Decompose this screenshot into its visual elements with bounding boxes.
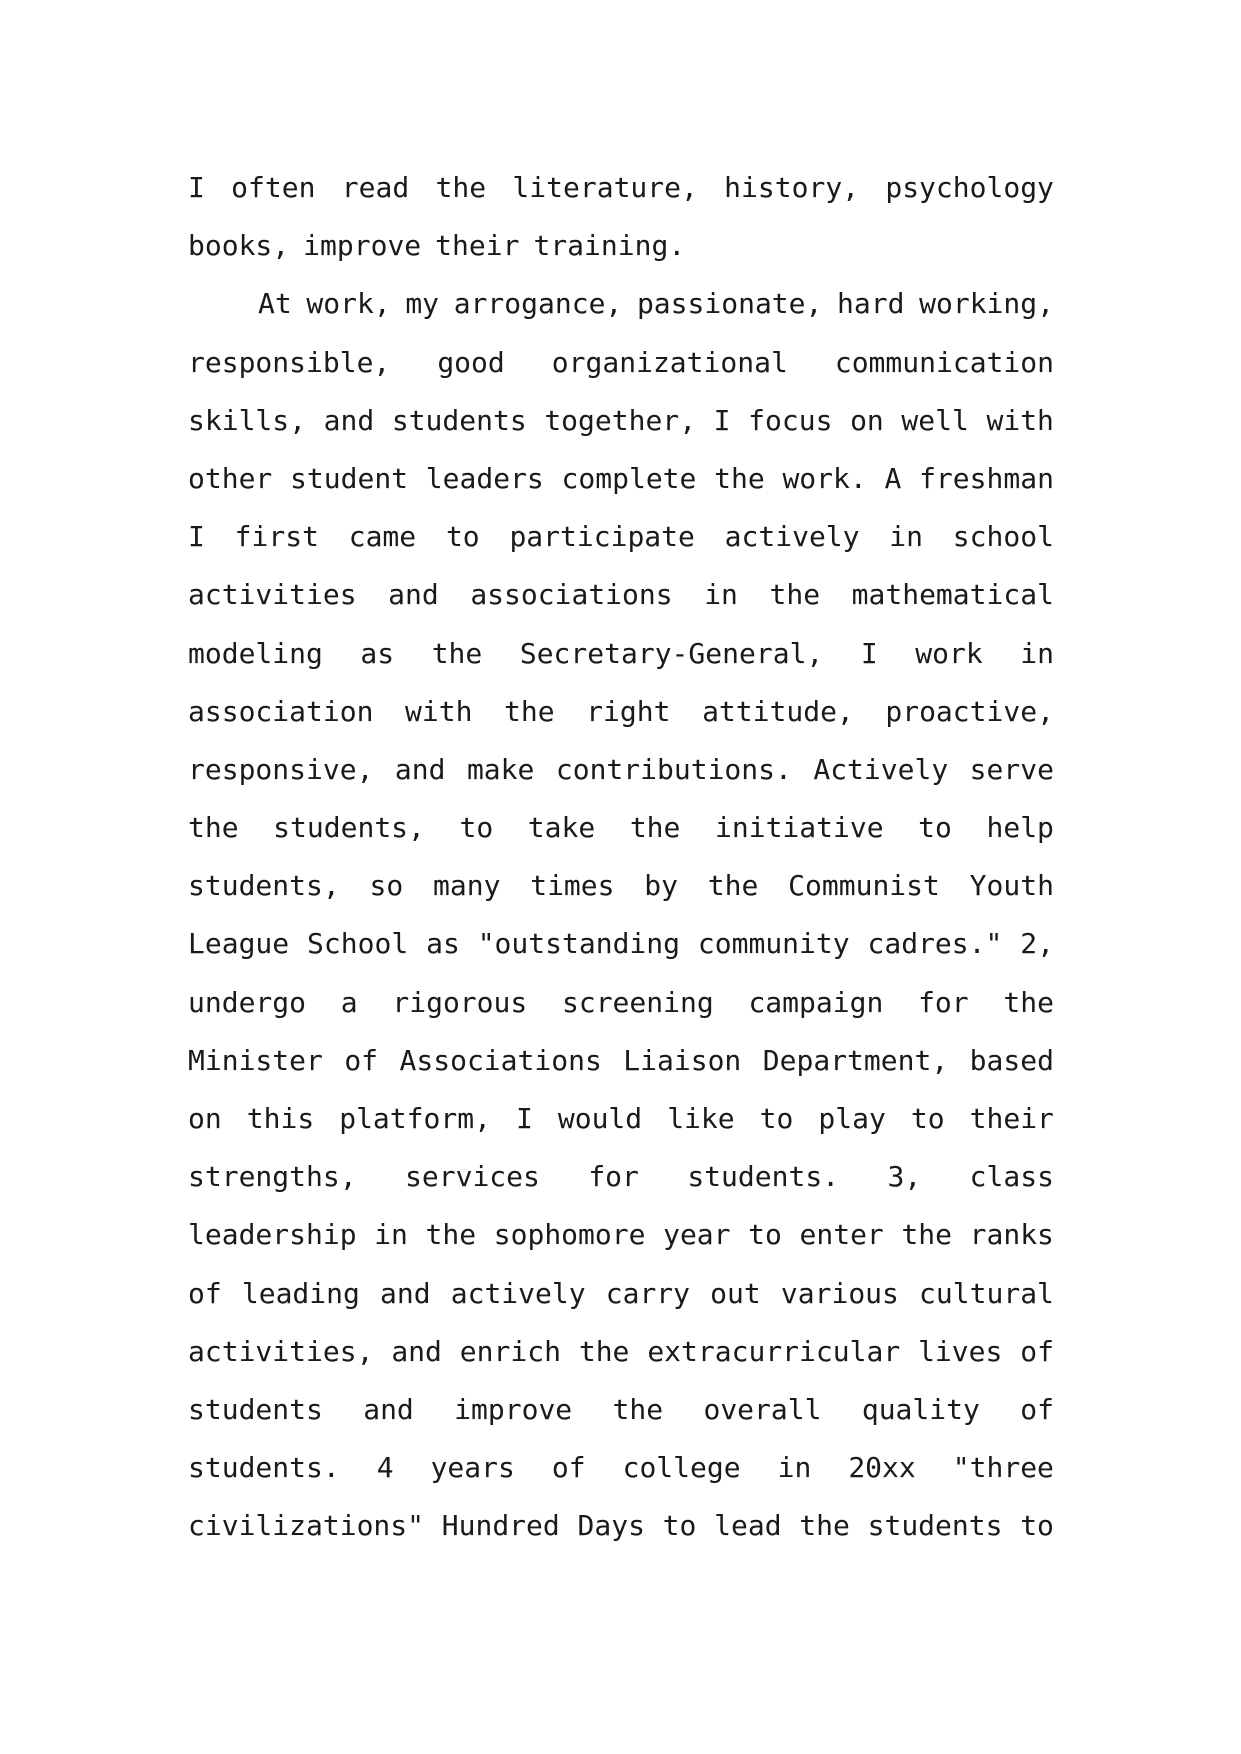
word: cadres." [867, 927, 1003, 961]
text-line [188, 1090, 1054, 1148]
word: the [901, 1218, 952, 1252]
text-line [188, 566, 1054, 624]
word: initiative [715, 811, 884, 845]
word: focus [748, 403, 833, 437]
word: with [986, 403, 1054, 437]
word: Actively [813, 752, 949, 786]
word: rigorous [392, 985, 528, 1019]
word: and [380, 1276, 431, 1310]
word: of [1020, 1392, 1054, 1426]
word: the [188, 811, 239, 845]
text-line [188, 159, 1054, 217]
word: modeling [188, 636, 323, 670]
text-line [188, 1265, 1054, 1323]
word: of [551, 1451, 586, 1485]
word: actively [450, 1276, 586, 1310]
word: in [374, 1218, 408, 1252]
word: enter [799, 1218, 884, 1252]
word: quality [861, 1392, 980, 1426]
word: Minister [188, 1043, 323, 1077]
text-line [188, 508, 1054, 566]
word: Associations [399, 1043, 602, 1077]
word: screening [561, 985, 714, 1019]
word: times [530, 869, 615, 903]
text-line [188, 1497, 1054, 1555]
word: out [710, 1276, 761, 1310]
word: and [394, 752, 446, 786]
word: their [435, 229, 520, 263]
word: and [391, 1334, 442, 1368]
word: to [1020, 1509, 1054, 1543]
word: well [901, 403, 969, 437]
word: the [707, 869, 759, 903]
word: like [667, 1102, 735, 1135]
word: 2, [1020, 927, 1054, 961]
word: of [188, 1276, 222, 1310]
word: literature, [512, 171, 698, 204]
word: by [644, 869, 679, 903]
word: leadership [188, 1218, 357, 1252]
word: skills, [188, 403, 307, 437]
word: students, [188, 869, 340, 903]
word: I [860, 636, 878, 670]
word: leaders [425, 461, 544, 495]
word: class [969, 1160, 1054, 1194]
word: ranks [969, 1218, 1054, 1252]
text-line [188, 915, 1054, 973]
word: as [360, 636, 395, 670]
word: this [246, 1102, 315, 1135]
text-line [188, 392, 1054, 450]
word: civilizations" [188, 1509, 425, 1543]
text-line [188, 1323, 1054, 1381]
word: and [363, 1392, 414, 1426]
word: Hundred [441, 1509, 560, 1543]
word: first [234, 520, 319, 554]
word: services [405, 1160, 540, 1194]
word: work [915, 636, 983, 670]
word: actively [724, 520, 860, 554]
word: of [1020, 1334, 1054, 1368]
word: activities, [188, 1334, 374, 1368]
word: "three [952, 1451, 1054, 1485]
word: right [586, 694, 671, 728]
word: participate [509, 520, 695, 554]
word: 3, [887, 1160, 922, 1194]
word: Secretary-General, [519, 636, 824, 670]
word: carry [605, 1276, 691, 1310]
text-line [188, 1148, 1054, 1206]
word: the [435, 171, 487, 204]
word: the [1003, 985, 1054, 1019]
word: Department, [762, 1043, 949, 1077]
text-line [188, 799, 1054, 857]
word: and [388, 578, 439, 612]
word: in [704, 578, 738, 612]
word: college [622, 1451, 741, 1485]
word: the [629, 811, 681, 845]
text-line [188, 450, 1054, 508]
word: many [433, 869, 501, 903]
word: enrich [459, 1334, 561, 1368]
word: campaign [748, 985, 884, 1019]
text-line [188, 1439, 1054, 1497]
word: platform, [339, 1102, 491, 1135]
word: history, [724, 171, 860, 204]
word: sophomore [493, 1218, 646, 1252]
word: the [612, 1392, 664, 1426]
word: I [188, 520, 205, 554]
word: in [889, 520, 924, 554]
word: I [188, 171, 205, 204]
word: complete [561, 461, 697, 495]
word: responsive, [188, 752, 374, 786]
word: lead [714, 1509, 782, 1543]
word: based [969, 1043, 1054, 1077]
text-line [188, 625, 1054, 683]
word: contributions. [555, 752, 792, 786]
word: on [188, 1102, 222, 1135]
word: overall [703, 1392, 822, 1426]
word: Youth [969, 869, 1054, 903]
word: strengths, [188, 1160, 357, 1194]
word: the [431, 636, 483, 670]
text-line [188, 275, 1054, 333]
text-line [188, 334, 1054, 392]
word: the [769, 578, 821, 612]
word: the [578, 1334, 630, 1368]
word: 20xx [848, 1451, 916, 1485]
text-line [188, 974, 1054, 1032]
word: Days [577, 1509, 645, 1543]
word: communication [834, 345, 1054, 379]
word: organizational [551, 345, 788, 379]
word: Liaison [623, 1043, 742, 1077]
word: students [867, 1509, 1003, 1543]
word: to [918, 811, 952, 845]
word: with [405, 694, 473, 728]
word: attitude, [702, 694, 854, 728]
word: associations [470, 578, 673, 612]
word: association [188, 694, 374, 728]
word: year [663, 1218, 731, 1252]
word: A [884, 461, 902, 495]
text-line [188, 741, 1054, 799]
word: work, [306, 287, 391, 321]
word: 4 [376, 1451, 394, 1485]
word: school [952, 520, 1054, 554]
word: often [231, 171, 316, 204]
word: freshman [919, 461, 1054, 495]
word: Communist [788, 869, 940, 903]
word: serve [969, 752, 1054, 786]
word: so [369, 869, 404, 903]
word: mathematical [851, 578, 1054, 612]
word: psychology [885, 171, 1054, 204]
word: to [459, 811, 494, 845]
word: the [714, 461, 765, 495]
word: working, [919, 287, 1054, 321]
word: other [188, 461, 273, 495]
word: to [759, 1102, 794, 1135]
word: books, [188, 229, 290, 263]
word: students, [273, 811, 425, 845]
word: good [437, 345, 505, 379]
word: take [527, 811, 596, 845]
word: leading [241, 1276, 360, 1310]
word: to [445, 520, 480, 554]
word: students [188, 1392, 323, 1426]
word: League [188, 927, 290, 961]
word: in [1020, 636, 1054, 670]
word: came [348, 520, 417, 554]
text-line [188, 1032, 1054, 1090]
word: proactive, [885, 694, 1054, 728]
body-text [188, 159, 1054, 1556]
word: in [777, 1451, 812, 1485]
word: the [425, 1218, 477, 1252]
word: students. [687, 1160, 840, 1194]
word: training. [533, 229, 686, 263]
text-line [188, 1206, 1054, 1264]
text-line [188, 683, 1054, 741]
word: School [307, 927, 409, 961]
word: work. [782, 461, 867, 495]
word: years [430, 1451, 515, 1485]
word: student [290, 461, 409, 495]
word: cultural [919, 1276, 1054, 1310]
word: help [986, 811, 1054, 845]
word: make [466, 752, 535, 786]
word: hard [837, 287, 905, 321]
word: play [818, 1102, 886, 1135]
word: for [918, 985, 969, 1019]
word: a [340, 985, 358, 1019]
text-line [188, 1381, 1054, 1439]
word: to [748, 1218, 782, 1252]
word: as [426, 927, 460, 961]
word: my [405, 287, 440, 321]
word: I [515, 1102, 533, 1135]
word: and [323, 403, 375, 437]
word: At [258, 287, 292, 321]
text-line [188, 217, 1054, 275]
word: community [697, 927, 850, 961]
word: to [662, 1509, 697, 1543]
word: responsible, [188, 345, 391, 379]
word: would [557, 1102, 643, 1135]
word: read [341, 171, 410, 204]
word: "outstanding [477, 927, 680, 961]
word: various [780, 1276, 899, 1310]
word: improve [454, 1392, 573, 1426]
word: arrogance, [453, 287, 623, 321]
word: students [391, 403, 527, 437]
word: to [910, 1102, 945, 1135]
word: the [504, 694, 555, 728]
word: the [799, 1509, 850, 1543]
word: their [969, 1102, 1054, 1135]
word: I [713, 403, 731, 437]
word: on [850, 403, 884, 437]
word: undergo [188, 985, 307, 1019]
word: for [588, 1160, 639, 1194]
word: improve [303, 229, 422, 263]
word: activities [188, 578, 357, 612]
word: extracurricular [647, 1334, 901, 1368]
text-line [188, 857, 1054, 915]
word: together, [544, 403, 697, 437]
word: of [344, 1043, 379, 1077]
word: students. [188, 1451, 340, 1485]
word: lives [918, 1334, 1003, 1368]
word: passionate, [636, 287, 823, 321]
